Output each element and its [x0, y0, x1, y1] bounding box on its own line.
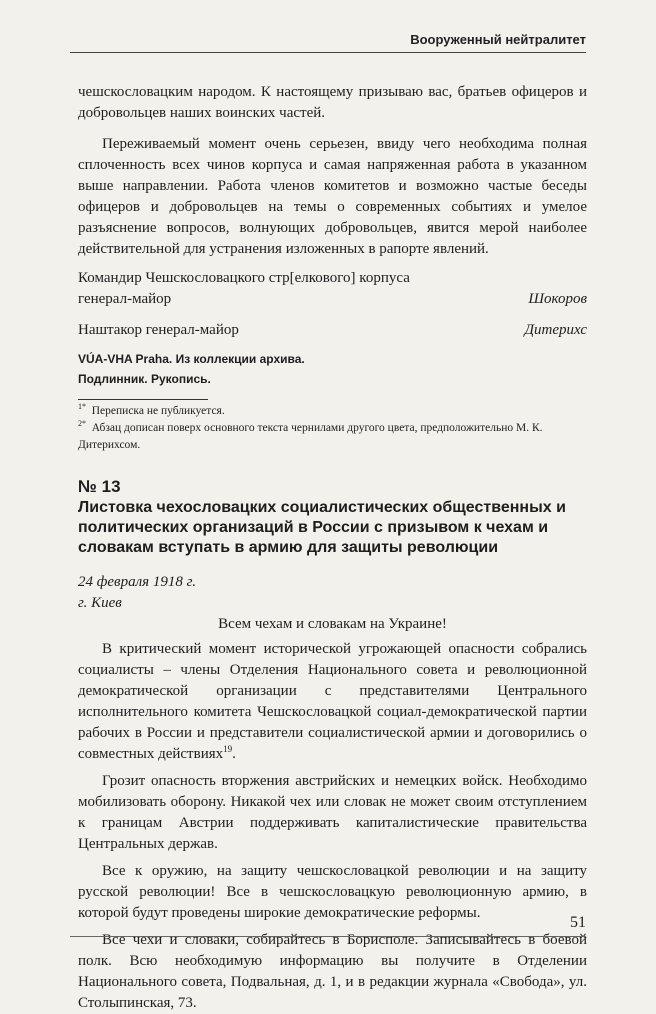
footnote-text: Переписка не публикуется. — [91, 405, 225, 417]
document-address: Всем чехам и словакам на Украине! — [218, 616, 447, 632]
endnote-mark: 19 — [223, 744, 233, 754]
footnote-mark: 1* — [78, 402, 86, 412]
document-place: г. Киев — [78, 595, 122, 611]
document-paragraph: В критический момент исторической угрожающей опасности собрались социалисты – члены Отделения Национального совета и революционной демократической организации с представителями Центрального исполнительного комитета Чешскословацкой социал-демократической партии рабочих в России и представители социалистической армии и договорились о совместных действиях$^{19}$. — [78, 641, 587, 762]
running-head — [70, 22, 586, 53]
footnote-mark: 2* — [78, 419, 86, 429]
archive-line: Подлинник. Рукопись. — [78, 372, 211, 386]
paragraph-text: В критический момент исторической угрожающей опасности собрались социалисты – члены Отделения Национального совета и революционной демократической организации с представителями Центрального исполнительного комитета Чешскословацкой социал-демократической партии рабочих в России и представители социалистической армии и договорились о совместных действиях — [78, 641, 587, 762]
document-date: 24 февраля 1918 г. — [78, 574, 196, 590]
document-paragraph: Грозит опасность вторжения австрийских и немецких войск. Необходимо мобилизовать оборону. Никакой чех или словак не может своим отступлением к границам Австрии поддерживать капиталистические правительства Центральных держав. — [78, 773, 587, 852]
signature-name: Дитерихс — [524, 322, 587, 338]
page-content — [78, 82, 587, 1014]
page-number: 51 — [570, 914, 586, 931]
signature-name: Шокоров — [528, 291, 587, 307]
signature-position-line: Наштакор генерал-майор — [78, 322, 239, 338]
document-title: Листовка чехословацких социалистических общественных и политических организаций в России с призывом к чехам и словакам вступать в армию для защиты революции — [78, 499, 566, 556]
running-head-title: Вооруженный нейтралитет — [410, 32, 586, 47]
signature-row — [78, 289, 587, 310]
archive-note — [78, 349, 587, 389]
footnote-divider — [78, 399, 208, 400]
document-number: № 13 — [78, 477, 121, 496]
footer-divider — [70, 936, 586, 937]
signature-position-line: Командир Чешскословацкого стр[елкового] корпуса — [78, 270, 410, 286]
footnote — [78, 403, 587, 420]
footnote-text: Абзац дописан поверх основного текста чернилами другого цвета, предположительно М. К. Дитерихсом. — [78, 422, 543, 451]
document-paragraph: Все чехи и словаки, собирайтесь в Борисполе. Записывайтесь в боевой полк. Всю необходимую информацию вы получите в Отделении Национального совета, Подвальная, д. 1, и в редакции журнала «Свобода», ул. Столыпинская, 73. — [78, 932, 587, 1011]
paragraph: чешскословацким народом. К настоящему призываю вас, братьев офицеров и добровольцев наших воинских частей. — [78, 84, 587, 121]
document-paragraph: Все к оружию, на защиту чешскословацкой революции и на защиту русской революции! Все в чешскословацкую революционную армию, в которой будут проведены широкие демократические реформы. — [78, 863, 587, 921]
footnote — [78, 420, 587, 454]
signature-block — [78, 268, 587, 341]
signature-row — [78, 320, 587, 341]
paragraph: Переживаемый момент очень серьезен, ввиду чего необходима полная сплоченность всех чинов корпуса и самая напряженная работа в указанном выше направлении. Работа членов комитетов и возможно частые беседы офицеров и добровольцев на темы о современных событиях и умелое разъяснение вопросов, волнующих добровольцев, явится мерой наиболее действительной для устранения изложенных в рапорте явлений. — [78, 136, 587, 257]
archive-line: VÚA-VHA Praha. Из коллекции архива. — [78, 352, 305, 366]
signature-position-line: генерал-майор — [78, 291, 172, 307]
